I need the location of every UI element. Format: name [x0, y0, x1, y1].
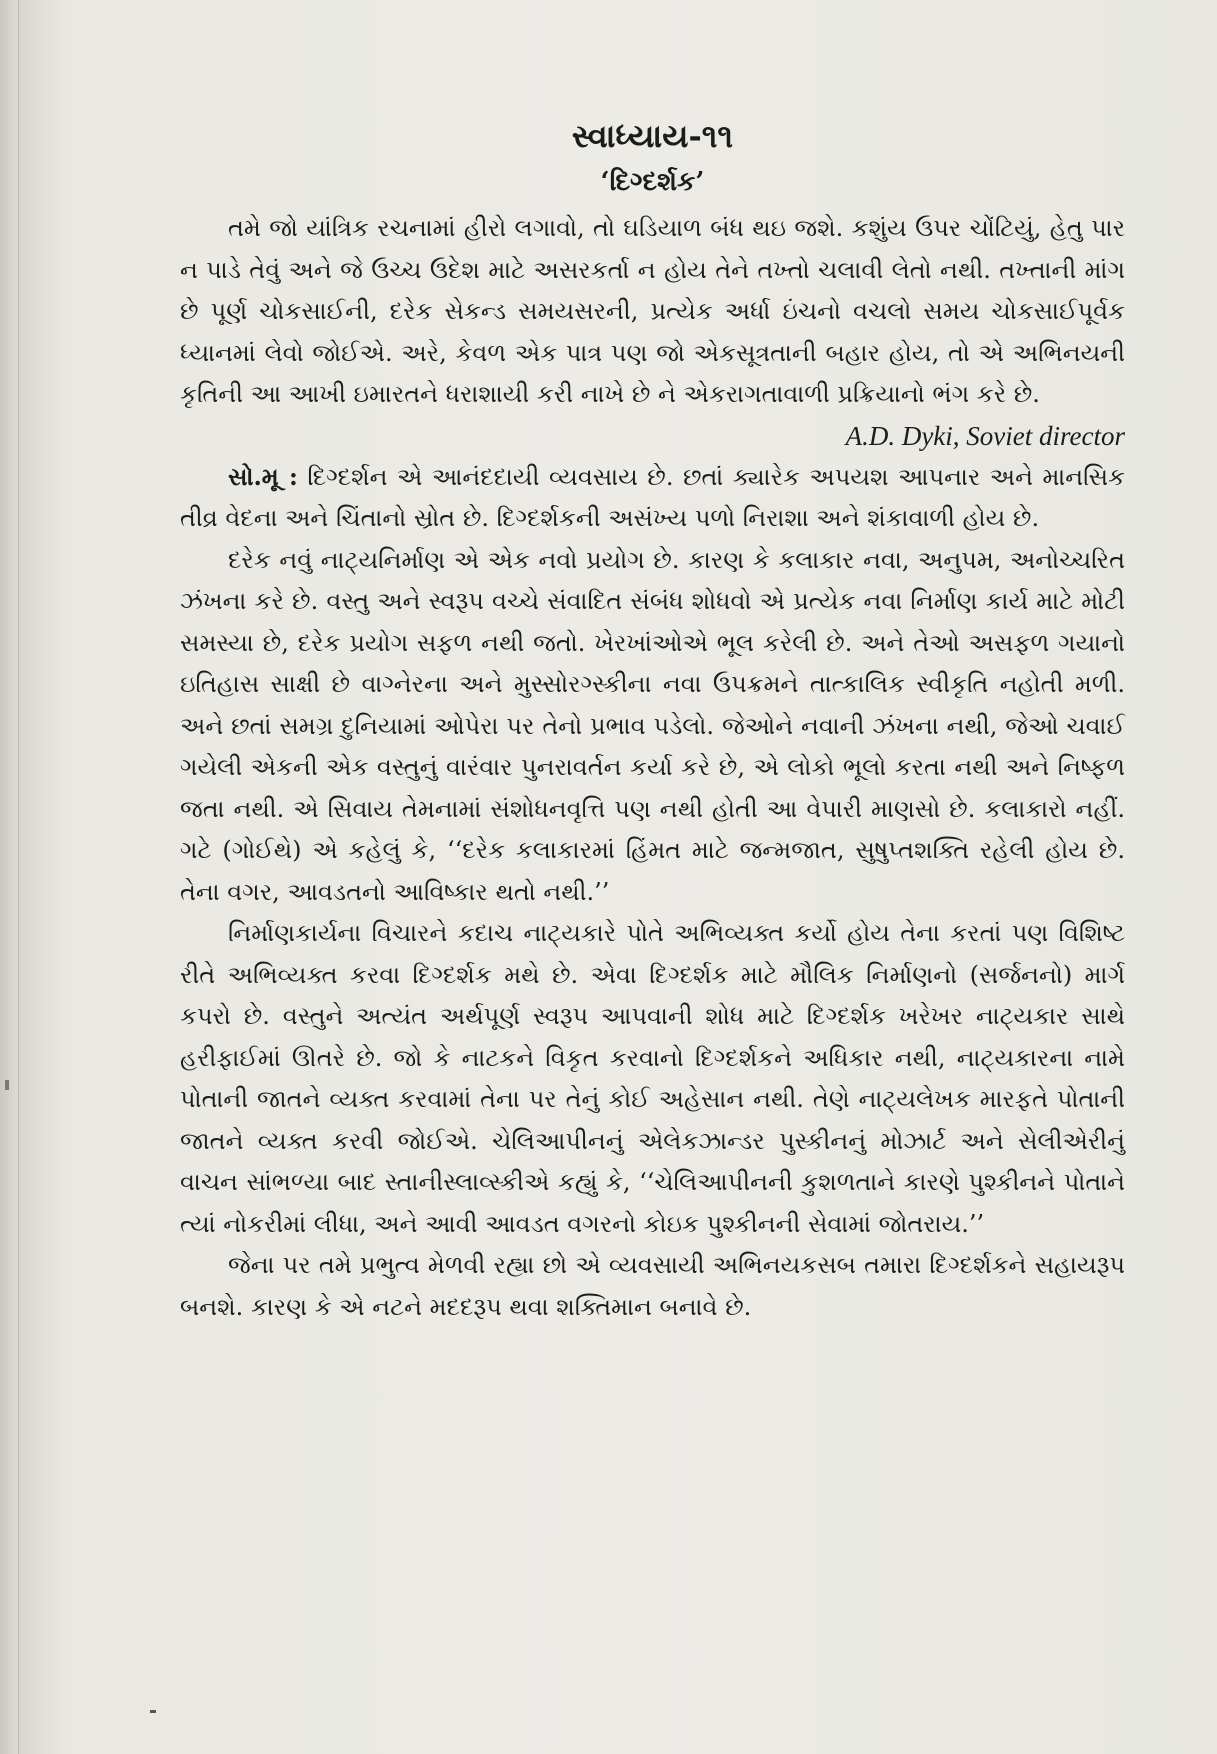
paragraph-2 [180, 456, 1125, 540]
paragraph-2-text: દિગ્દર્શન એ આનંદદાયી વ્યવસાય છે. છતાં ક્યારેક અપયશ આપનાર અને માનસિક તીવ્ર વેદના અને ચિંતાનો સ્રોત છે. દિગ્દર્શકની અસંખ્ય પળો નિરાશા અને શંકાવાળી હોય છે. [180, 462, 1125, 532]
margin-mark [5, 1080, 9, 1090]
paragraph-4: નિર્માણકાર્યના વિચારને કદાચ નાટ્યકારે પોતે અભિવ્યક્ત કર્યો હોય તેના કરતાં પણ વિશિષ્ટ રીતે અભિવ્યક્ત કરવા દિગ્દર્શક મથે છે. એવા દિગ્દર્શક માટે મૌલિક નિર્માણનો (સર્જનનો) માર્ગ કપરો છે. વસ્તુને અત્યંત અર્થપૂર્ણ સ્વરૂપ આપવાની શોધ માટે દિગ્દર્શક ખરેખર નાટ્યકાર સાથે હરીફાઈમાં ઊતરે છે. જો કે નાટકને વિકૃત કરવાનો દિગ્દર્શકને અધિકાર નથી, નાટ્યકારના નામે પોતાની જાતને વ્યક્ત કરવામાં તેના પર તેનું કોઈ અહેસાન નથી. તેણે નાટ્યલેખક મારફતે પોતાની જાતને વ્યક્ત કરવી જોઈએ. ચેલિઆપીનનું એલેકઝાન્ડર પુસ્કીનનું મોઝાર્ટ અને સેલીએરીનું વાચન સાંભળ્યા બાદ સ્તાનીસ્લાવ્સ્કીએ કહ્યું કે, ‘‘ચેલિઆપીનની કુશળતાને કારણે પુશ્કીનને પોતાને ત્યાં નોકરીમાં લીધા, અને આવી આવડત વગરનો કોઇક પુશ્કીનની સેવામાં જોતરાય.’’ [180, 919, 1125, 1238]
ink-speck [150, 1710, 156, 1713]
page-gutter [0, 0, 18, 1754]
page-content [180, 110, 1125, 1328]
paragraph-5: જેના પર તમે પ્રભુત્વ મેળવી રહ્યા છો એ વ્યવસાયી અભિનયકસબ તમારા દિગ્દર્શકને સહાયરૂપ બનશે. કારણ કે એ નટને મદદરૂપ થવા શક્તિમાન બનાવે છે. [180, 1251, 1125, 1321]
paragraph-3: દરેક નવું નાટ્યનિર્માણ એ એક નવો પ્રયોગ છે. કારણ કે કલાકાર નવા, અનુપમ, અનોચ્ચરિત ઝંખના કરે છે. વસ્તુ અને સ્વરૂપ વચ્ચે સંવાદિત સંબંધ શોધવો એ પ્રત્યેક નવા નિર્માણ કાર્ય માટે મોટી સમસ્યા છે, દરેક પ્રયોગ સફળ નથી જતો. ખેરખાંઓએ ભૂલ કરેલી છે. અને તેઓ અસફળ ગયાનો ઇતિહાસ સાક્ષી છે વાગ્નેરના અને મુસ્સોરગ્સ્કીના નવા ઉપક્રમને તાત્કાલિક સ્વીકૃતિ નહોતી મળી. અને છતાં સમગ્ર દુનિયામાં ઓપેરા પર તેનો પ્રભાવ પડેલો. જેઓને નવાની ઝંખના નથી, જેઓ ચવાઈ ગયેલી એકની એક વસ્તુનું વારંવાર પુનરાવર્તન કર્યા કરે છે, એ લોકો ભૂલો કરતા નથી અને નિષ્ફળ જતા નથી. એ સિવાય તેમનામાં સંશોધનવૃત્તિ પણ નથી હોતી આ વેપારી માણસો છે. કલાકારો નહીં. ગટે (ગોઈથે) એ કહેલું કે, ‘‘દરેક કલાકારમાં હિંમત માટે જન્મજાત, સુષુપ્તશક્તિ રહેલી હોય છે. તેના વગર, આવડતનો આવિષ્કાર થતો નથી.’’ [180, 545, 1125, 906]
chapter-heading: સ્વાધ્યાય-૧૧ [571, 117, 734, 155]
quote-paragraph: તમે જો યાંત્રિક રચનામાં હીરો લગાવો, તો ઘડિયાળ બંધ થઇ જશે. કશુંય ઉપર ચોંટિયું, હેતુ પાર ન પાડે તેવું અને જે ઉચ્ચ ઉદેશ માટે અસરકર્તા ન હોય તેને તખ્તો ચલાવી લેતો નથી. તખ્તાની માંગ છે પૂર્ણ ચોકસાઈની, દરેક સેકન્ડ સમયસરની, પ્રત્યેક અર્ધા ઇંચનો વચલો સમય ચોકસાઈપૂર્વક ધ્યાનમાં લેવો જોઈએ. અરે, કેવળ એક પાત્ર પણ જો એકસૂત્રતાની બહાર હોય, તો એ અભિનયની કૃતિની આ આખી ઇમારતને ધરાશાયી કરી નાખે છે ને એકરાગતાવાળી પ્રક્રિયાનો ભંગ કરે છે. [180, 214, 1125, 408]
chapter-subheading: ‘દિગ્દર્શક’ [600, 167, 705, 197]
speaker-label: સો.મૂ : [228, 461, 298, 491]
quote-attribution: A.D. Dyki, Soviet director [845, 420, 1125, 451]
